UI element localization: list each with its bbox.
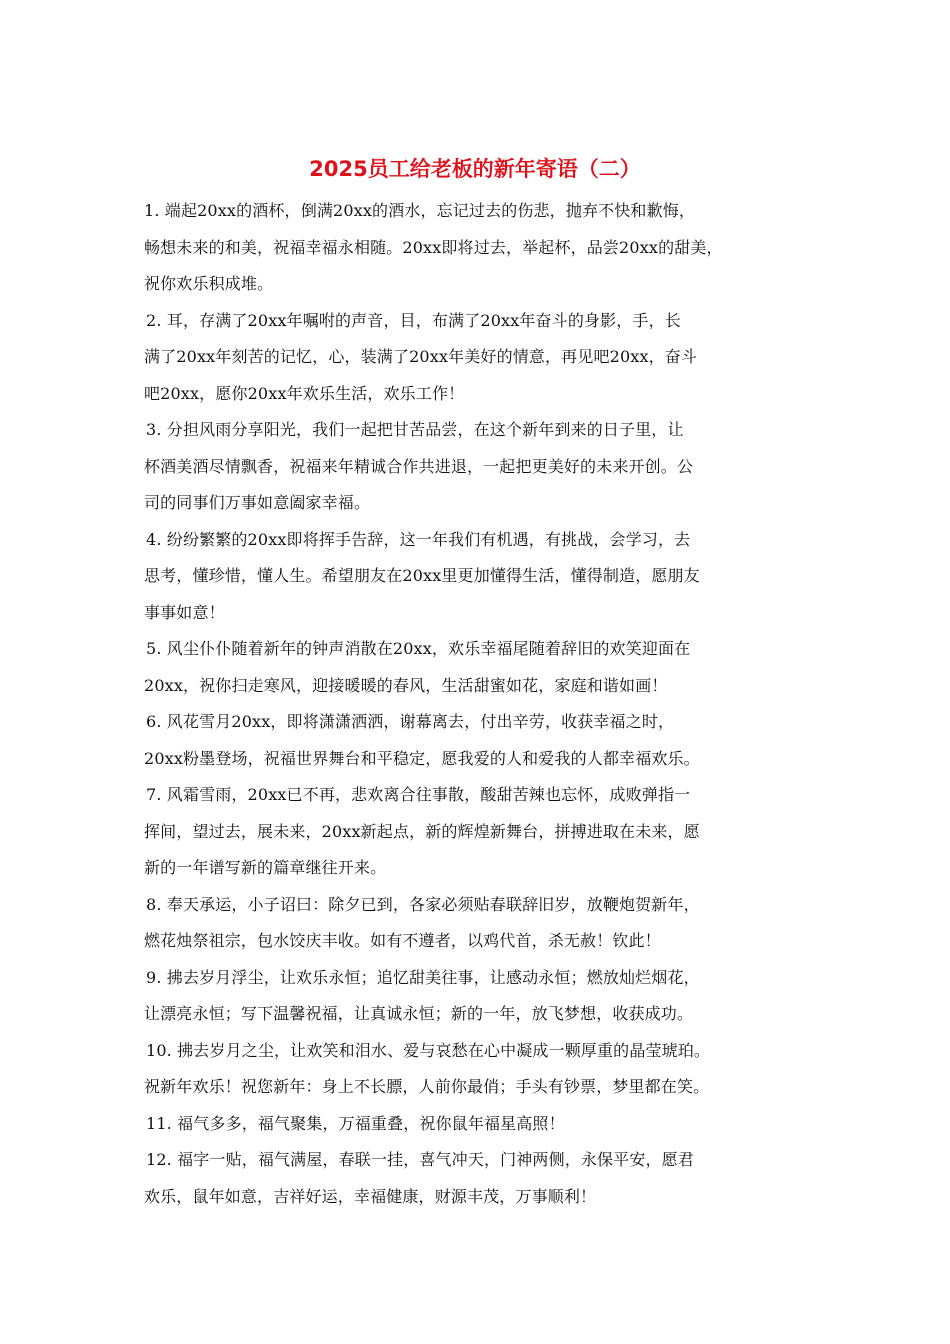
list-item <box>144 887 820 960</box>
text-line: 挥间，望过去，展未来，20xx新起点，新的辉煌新舞台，拼搏进取在未来，愿 <box>144 821 700 841</box>
text-line: 11. 福气多多，福气聚集，万福重叠，祝你鼠年福星高照！ <box>146 1113 565 1133</box>
list-item <box>144 777 820 887</box>
list-item <box>144 1142 820 1215</box>
text-line: 5. 风尘仆仆随着新年的钟声消散在20xx，欢乐幸福尾随着辞旧的欢笑迎面在 <box>146 639 691 658</box>
text-line: 吧20xx，愿你20xx年欢乐生活，欢乐工作！ <box>144 383 465 403</box>
text-line: 思考，懂珍惜，懂人生。希望朋友在20xx里更加懂得生活，懂得制造，愿朋友 <box>144 566 700 585</box>
text-line: 2. 耳，存满了20xx年嘱咐的声音，目，布满了20xx年奋斗的身影，手，长 <box>146 310 681 330</box>
list-item <box>144 522 820 632</box>
text-line: 3. 分担风雨分享阳光，我们一起把甘苦品尝，在这个新年到来的日子里，让 <box>146 420 684 439</box>
text-line: 让漂亮永恒；写下温馨祝福，让真诚永恒；新的一年，放飞梦想，收获成功。 <box>144 1004 694 1023</box>
list-item <box>144 412 820 522</box>
text-line: 20xx，祝你扫走寒风，迎接暖暖的春风，生活甜蜜如花，家庭和谐如画！ <box>144 675 668 695</box>
text-line: 4. 纷纷繁繁的20xx即将挥手告辞，这一年我们有机遇，有挑战，会学习，去 <box>146 529 691 549</box>
text-line: 欢乐，鼠年如意，吉祥好运，幸福健康，财源丰茂，万事顺利！ <box>144 1186 597 1206</box>
text-line: 6. 风花雪月20xx，即将潇潇洒洒，谢幕离去，付出辛劳，收获幸福之时， <box>146 712 675 731</box>
list-item <box>144 1033 820 1106</box>
text-line: 新的一年谱写新的篇章继往开来。 <box>144 858 387 877</box>
document-title: 2025员工给老板的新年寄语（二） <box>309 157 641 181</box>
document-body <box>144 193 820 1215</box>
list-item <box>144 704 820 777</box>
text-line: 1. 端起20xx的酒杯，倒满20xx的酒水，忘记过去的伤悲，抛弃不快和歉悔， <box>144 201 696 220</box>
text-line: 满了20xx年刻苦的记忆，心，装满了20xx年美好的情意，再见吧20xx，奋斗 <box>144 347 698 366</box>
list-item <box>144 1106 820 1143</box>
text-line: 祝新年欢乐！祝您新年：身上不长膘，人前你最俏；手头有钞票，梦里都在笑。 <box>144 1077 710 1096</box>
text-line: 杯酒美酒尽情飘香，祝福来年精诚合作共进退，一起把更美好的未来开创。公 <box>144 456 694 476</box>
list-item <box>144 960 820 1033</box>
text-line: 10. 拂去岁月之尘，让欢笑和泪水、爱与哀愁在心中凝成一颗厚重的晶莹琥珀。 <box>146 1040 711 1060</box>
text-line: 司的同事们万事如意阖家幸福。 <box>144 493 371 512</box>
text-line: 燃花烛祭祖宗，包水饺庆丰收。如有不遵者，以鸡代首，杀无赦！钦此！ <box>144 931 661 950</box>
text-line: 祝你欢乐积成堆。 <box>144 274 274 293</box>
text-line: 9. 拂去岁月浮尘，让欢乐永恒；追忆甜美往事，让感动永恒；燃放灿烂烟花， <box>146 967 700 987</box>
text-line: 畅想未来的和美，祝福幸福永相随。20xx即将过去，举起杯，品尝20xx的甜美， <box>144 237 723 257</box>
text-line: 事事如意！ <box>144 602 225 622</box>
list-item <box>144 631 820 704</box>
text-line: 7. 风霜雪雨，20xx已不再，悲欢离合往事散，酸甜苦辣也忘怀，成败弹指一 <box>146 785 691 804</box>
list-item <box>144 303 820 413</box>
text-line: 12. 福字一贴，福气满屋，春联一挂，喜气冲天，门神两侧，永保平安，愿君 <box>146 1150 694 1169</box>
list-item <box>144 193 820 303</box>
text-line: 20xx粉墨登场，祝福世界舞台和平稳定，愿我爱的人和爱我的人都幸福欢乐。 <box>144 748 700 768</box>
text-line: 8. 奉天承运，小子诏曰：除夕已到，各家必须贴春联辞旧岁，放鞭炮贺新年， <box>146 894 700 914</box>
